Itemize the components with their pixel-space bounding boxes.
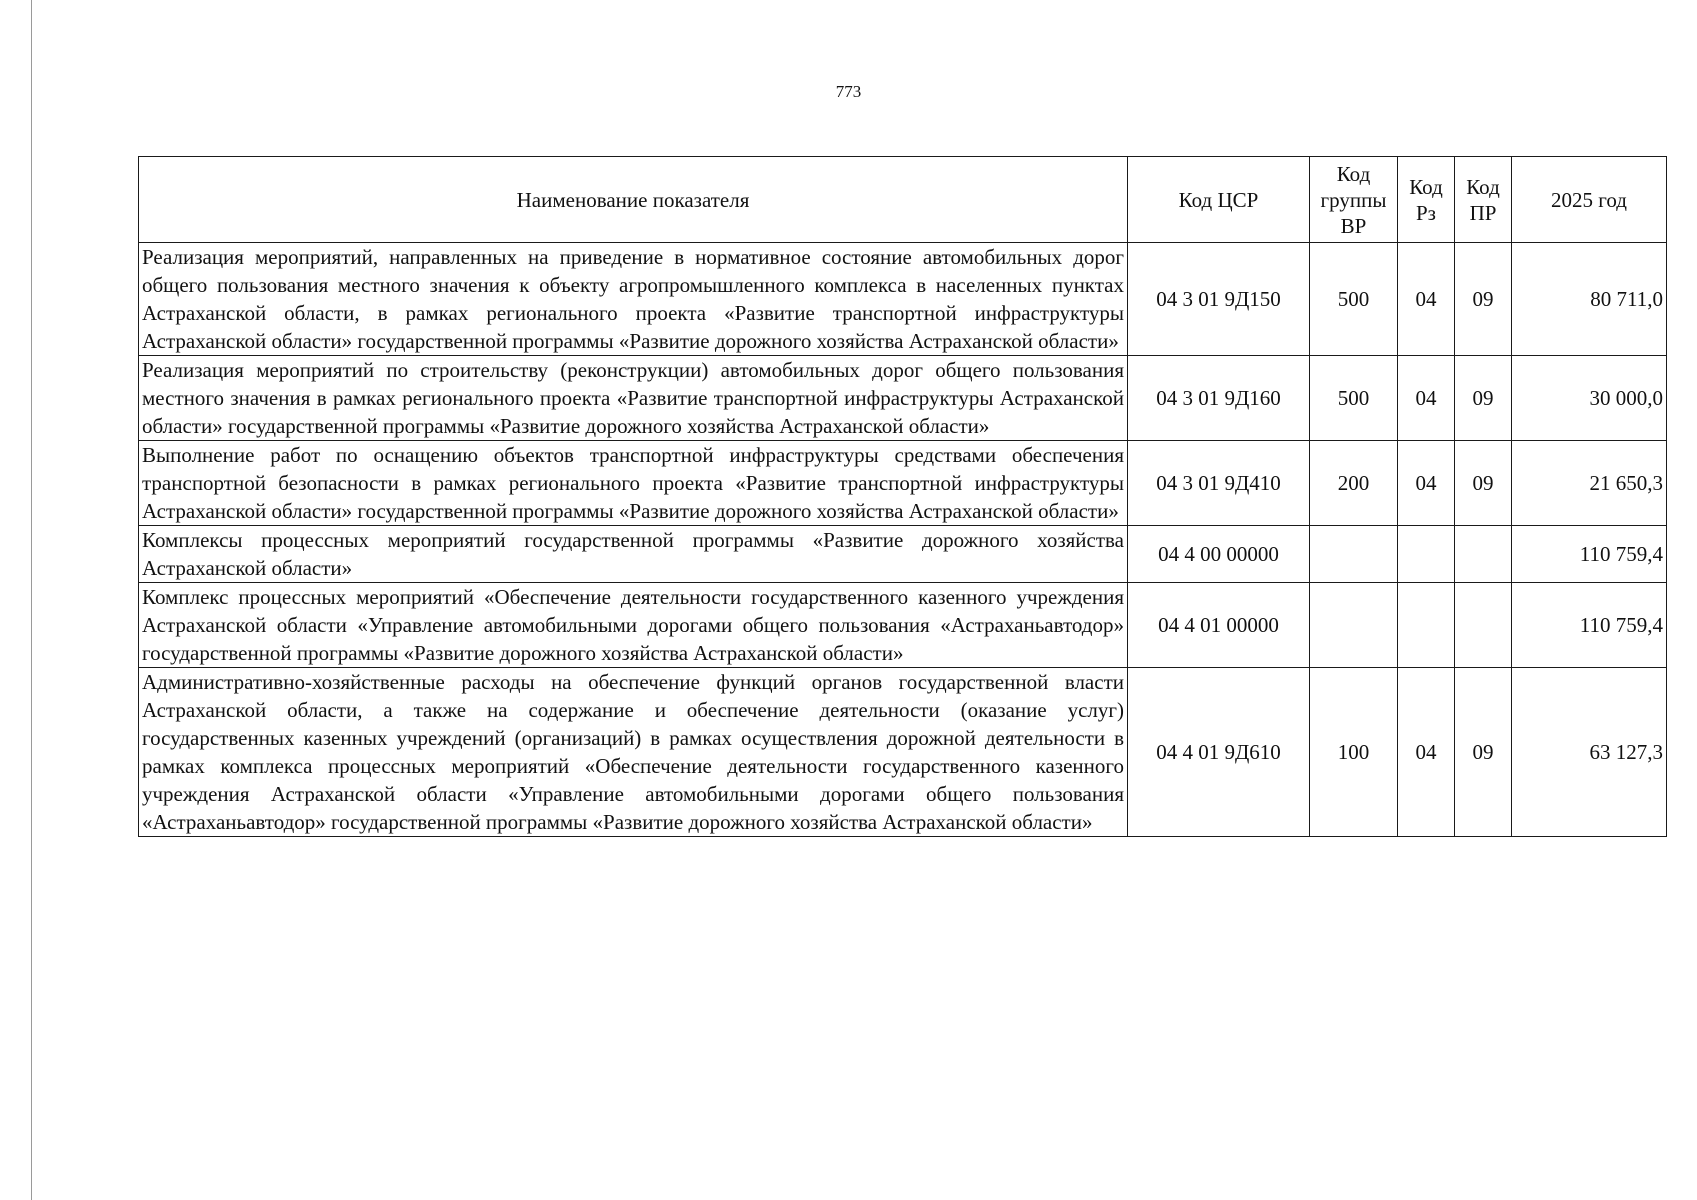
row-name-cell: Реализация мероприятий по строительству (реконструкции) автомобильных дорог общего пользования местного значения в рамках регионального проекта «Развитие транспортной инфраструктуры Астраханской области» государственной программы «Развитие дорожного хозяйства Астраханской области» — [139, 356, 1128, 441]
table-row — [139, 441, 1667, 526]
row-rz-cell — [1398, 583, 1455, 668]
table-row — [139, 243, 1667, 356]
row-pr-cell: 09 — [1455, 668, 1512, 837]
row-rz-cell: 04 — [1398, 441, 1455, 526]
budget-table — [138, 156, 1667, 837]
row-amount-cell: 30 000,0 — [1512, 356, 1667, 441]
row-vr-cell: 500 — [1310, 243, 1398, 356]
row-csr-cell: 04 4 00 00000 — [1128, 526, 1310, 583]
row-name-cell: Комплекс процессных мероприятий «Обеспечение деятельности государственного казенного учреждения Астраханской области «Управление автомобильными дорогами общего пользования «Астраханьавтодор» государственной программы «Развитие дорожного хозяйства Астраханской области» — [139, 583, 1128, 668]
row-rz-cell — [1398, 526, 1455, 583]
scan-edge-line — [31, 0, 32, 1200]
row-csr-cell: 04 3 01 9Д160 — [1128, 356, 1310, 441]
row-pr-cell — [1455, 583, 1512, 668]
row-rz-cell: 04 — [1398, 243, 1455, 356]
table-header-row — [139, 157, 1667, 243]
table-row — [139, 668, 1667, 837]
row-amount-cell: 80 711,0 — [1512, 243, 1667, 356]
header-vr: Код группы ВР — [1310, 157, 1398, 243]
row-vr-cell: 100 — [1310, 668, 1398, 837]
page-number: 773 — [835, 82, 862, 101]
row-pr-cell: 09 — [1455, 441, 1512, 526]
row-vr-cell: 200 — [1310, 441, 1398, 526]
table-row — [139, 356, 1667, 441]
row-csr-cell: 04 4 01 9Д610 — [1128, 668, 1310, 837]
row-rz-cell: 04 — [1398, 668, 1455, 837]
row-name-cell: Комплексы процессных мероприятий государственной программы «Развитие дорожного хозяйства Астраханской области» — [139, 526, 1128, 583]
row-csr-cell: 04 3 01 9Д150 — [1128, 243, 1310, 356]
row-name-cell: Административно-хозяйственные расходы на обеспечение функций органов государственной власти Астраханской области, а также на содержание и обеспечение деятельности (оказание услуг) государственных казенных учреждений (организаций) в рамках осуществления дорожной деятельности в рамках комплекса процессных мероприятий «Обеспечение деятельности государственного казенного учреждения Астраханской области «Управление автомобильными дорогами общего пользования «Астраханьавтодор» государственной программы «Развитие дорожного хозяйства Астраханской области» — [139, 668, 1128, 837]
row-pr-cell: 09 — [1455, 243, 1512, 356]
row-vr-cell: 500 — [1310, 356, 1398, 441]
header-name: Наименование показателя — [139, 157, 1128, 243]
row-csr-cell: 04 3 01 9Д410 — [1128, 441, 1310, 526]
row-csr-cell: 04 4 01 00000 — [1128, 583, 1310, 668]
table-row — [139, 583, 1667, 668]
row-name-cell: Выполнение работ по оснащению объектов транспортной инфраструктуры средствами обеспечения транспортной безопасности в рамках регионального проекта «Развитие транспортной инфраструктуры Астраханской области» государственной программы «Развитие дорожного хозяйства Астраханской области» — [139, 441, 1128, 526]
row-pr-cell: 09 — [1455, 356, 1512, 441]
header-csr: Код ЦСР — [1128, 157, 1310, 243]
header-rz: Код Рз — [1398, 157, 1455, 243]
header-pr: Код ПР — [1455, 157, 1512, 243]
row-vr-cell — [1310, 583, 1398, 668]
row-amount-cell: 110 759,4 — [1512, 526, 1667, 583]
row-pr-cell — [1455, 526, 1512, 583]
row-rz-cell: 04 — [1398, 356, 1455, 441]
row-name-cell: Реализация мероприятий, направленных на приведение в нормативное состояние автомобильных дорог общего пользования местного значения к объекту агропромышленного комплекса в населенных пунктах Астраханской области, в рамках регионального проекта «Развитие транспортной инфраструктуры Астраханской области» государственной программы «Развитие дорожного хозяйства Астраханской области» — [139, 243, 1128, 356]
table-row — [139, 526, 1667, 583]
header-year: 2025 год — [1512, 157, 1667, 243]
row-amount-cell: 63 127,3 — [1512, 668, 1667, 837]
row-amount-cell: 110 759,4 — [1512, 583, 1667, 668]
row-vr-cell — [1310, 526, 1398, 583]
row-amount-cell: 21 650,3 — [1512, 441, 1667, 526]
